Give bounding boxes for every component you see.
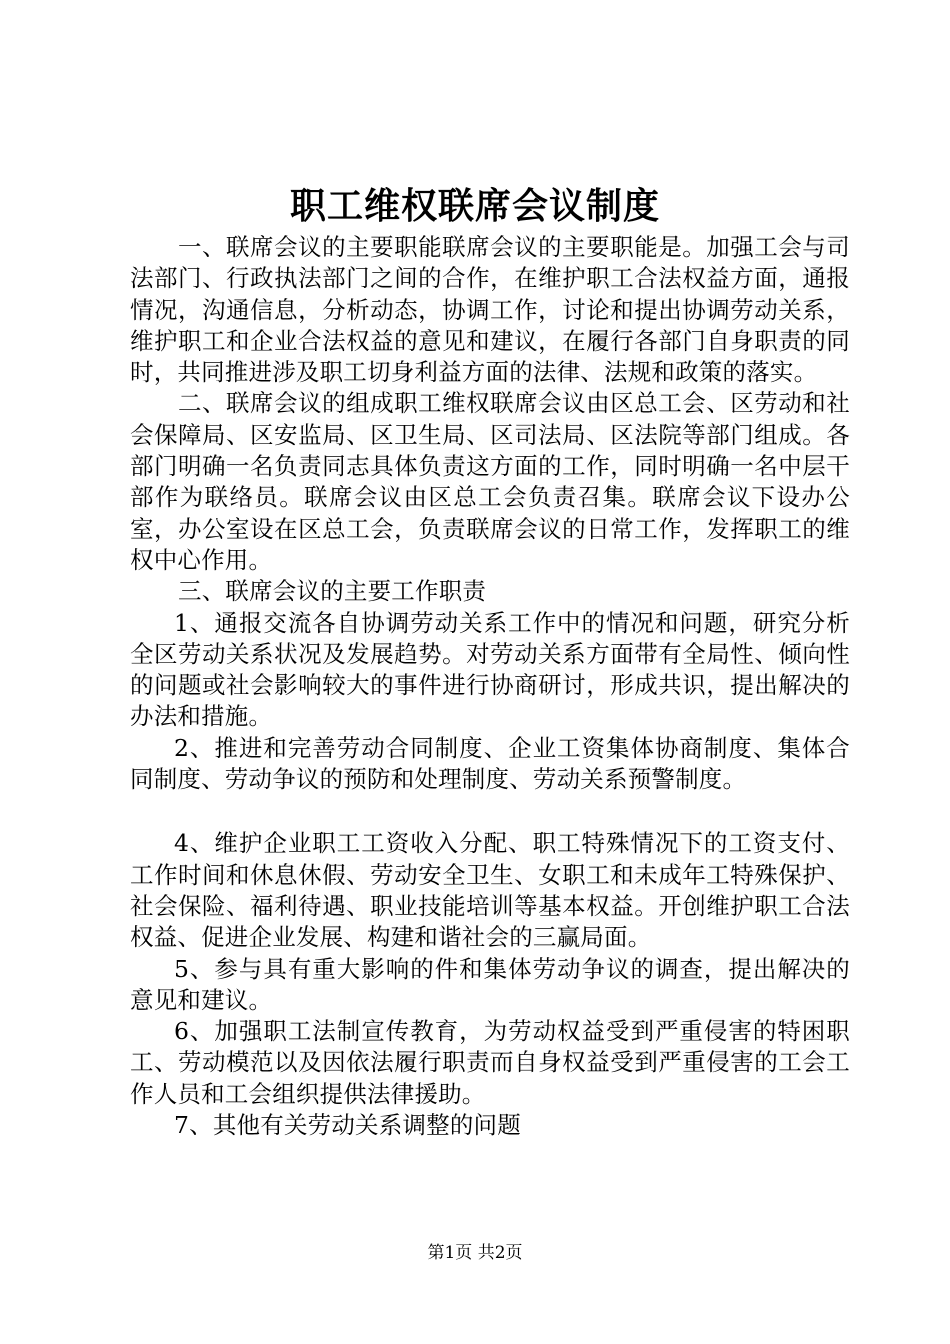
paragraph-composition: 二、联席会议的组成职工维权联席会议由区总工会、区劳动和社会保障局、区安监局、区卫生局、区司法局、区法院等部门组成。各部门明确一名负责同志具体负责这方面的工作，同时明确一名中层干部作为联络员。联席会议由区总工会负责召集。联席会议下设办公室，办公室设在区总工会，负责联席会议的日常工作，发挥职工的维权中心作用。 [130, 389, 850, 574]
paragraph-duty-4: 4、维护企业职工工资收入分配、职工特殊情况下的工资支付、工作时间和休息休假、劳动安全卫生、女职工和未成年工特殊保护、社会保险、福利待遇、职业技能培训等基本权益。开创维护职工合法权益、促进企业发展、构建和谐社会的三赢局面。 [130, 829, 850, 952]
document-title: 职工维权联席会议制度 [289, 185, 660, 227]
paragraph-duty-5: 5、参与具有重大影响的件和集体劳动争议的调查，提出解决的意见和建议。 [130, 954, 850, 1014]
paragraph-functions: 一、联席会议的主要职能联席会议的主要职能是。加强工会与司法部门、行政执法部门之间的合作，在维护职工合法权益方面，通报情况，沟通信息，分析动态，协调工作，讨论和提出协调劳动关系，维护职工和企业合法权益的意见和建议，在履行各部门自身职责的同时，共同推进涉及职工切身利益方面的法律、法规和政策的落实。 [130, 233, 850, 387]
paragraph-gap [130, 795, 850, 828]
paragraph-duty-6: 6、加强职工法制宣传教育，为劳动权益受到严重侵害的特困职工、劳动模范以及因依法履行职责而自身权益受到严重侵害的工会工作人员和工会组织提供法律援助。 [130, 1017, 850, 1108]
document-body [130, 232, 850, 1141]
page-indicator: 第1页 共2页 [427, 1243, 523, 1263]
paragraph-duty-1: 1、通报交流各自协调劳动关系工作中的情况和问题，研究分析全区劳动关系状况及发展趋势。对劳动关系方面带有全局性、倾向性的问题或社会影响较大的事件进行协商研讨，形成共识，提出解决的办法和措施。 [130, 608, 850, 731]
paragraph-duty-7: 7、其他有关劳动关系调整的问题 [174, 1111, 521, 1140]
paragraph-duties-heading: 三、联席会议的主要工作职责 [178, 577, 487, 606]
paragraph-duty-2: 2、推进和完善劳动合同制度、企业工资集体协商制度、集体合同制度、劳动争议的预防和处理制度、劳动关系预警制度。 [130, 733, 850, 794]
